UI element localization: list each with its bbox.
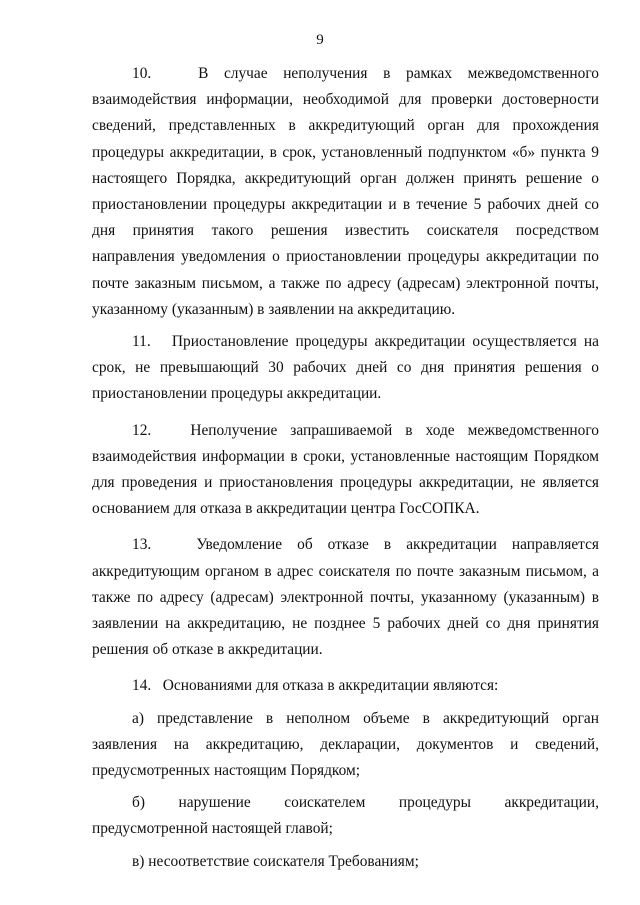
- list-item-v: в) несоответствие соискателя Требованиям;: [132, 852, 419, 870]
- paragraph-10: 10. В случае неполучения в рамках межведомственного взаимодействия информации, необходимой для проверки достоверности сведений, представленных в аккредитующий орган для прохождения процедуры аккредитации, в срок, установленный подпунктом «б» пункта 9 настоящего Порядка, аккредитующий орган должен принять решение о приостановлении процедуры аккредитации и в течение 5 рабочих дней со дня принятия такого решения известить соискателя посредством направления уведомления о приостановлении процедуры аккредитации по почте заказным письмом, а также по адресу (адресам) электронной почты, указанному (указанным) в заявлении на аккредитацию.: [92, 65, 599, 318]
- paragraph-13: 13. Уведомление об отказе в аккредитации направляется аккредитующим органом в адрес соискателя по почте заказным письмом, а также по адресу (адресам) электронной почты, указанному (указанным) в заявлении на аккредитацию, не позднее 5 рабочих дней со дня принятия решения об отказе в аккредитации.: [92, 536, 599, 659]
- paragraph-11: 11. Приостановление процедуры аккредитации осуществляется на срок, не превышающий 30 рабочих дней со дня принятия решения о приостановлении процедуры аккредитации.: [92, 333, 599, 403]
- paragraph-14: 14. Основаниями для отказа в аккредитации являются:: [132, 677, 499, 695]
- document-body: [92, 61, 599, 875]
- list-item-a: а) представление в неполном объеме в аккредитующий орган заявления на аккредитацию, декларации, документов и сведений, предусмотренных настоящим Порядком;: [92, 709, 599, 780]
- page-number: 9: [316, 32, 324, 48]
- list-item-b: б) нарушение соискателем процедуры аккредитации, предусмотренной настоящей главой;: [92, 794, 599, 838]
- paragraph-12: 12. Неполучение запрашиваемой в ходе межведомственного взаимодействия информации в сроки, установленные настоящим Порядком для проведения и приостановления процедуры аккредитации, не является основанием для отказа в аккредитации центра ГосСОПКА.: [92, 421, 599, 518]
